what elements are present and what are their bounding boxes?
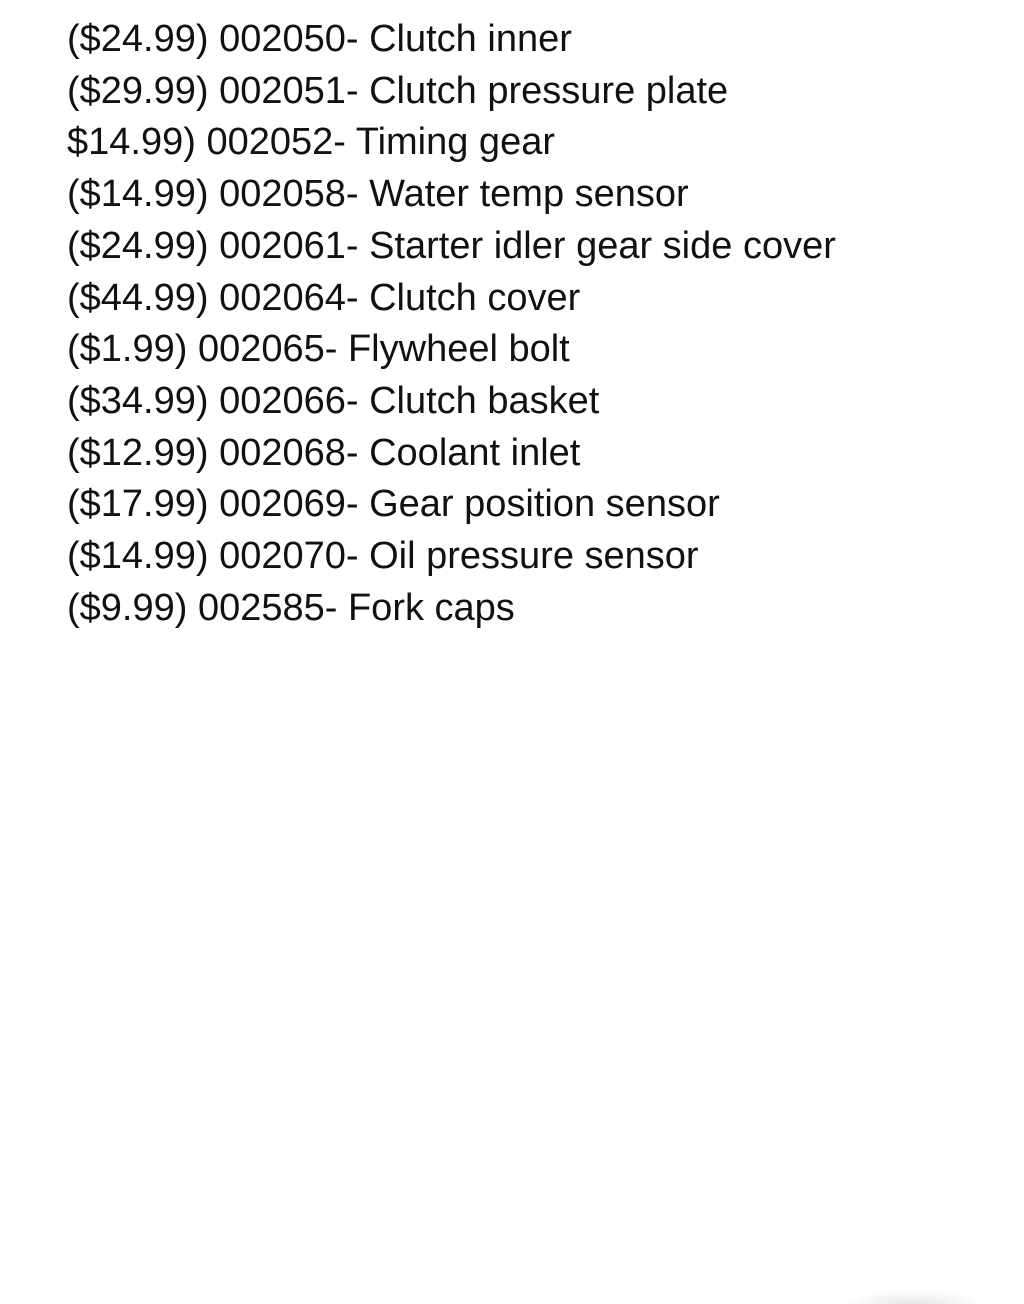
parts-price-list [67,14,836,634]
list-item: ($14.99) 002070- Oil pressure sensor [67,535,699,578]
page-edge-shadow [844,1290,984,1304]
list-item: ($14.99) 002058- Water temp sensor [67,173,689,216]
list-item: ($24.99) 002050- Clutch inner [67,18,572,60]
list-item: ($24.99) 002061- Starter idler gear side cover [67,224,836,267]
list-item: ($44.99) 002064- Clutch cover [67,276,581,319]
list-item: ($12.99) 002068- Coolant inlet [67,431,581,474]
list-item: $14.99) 002052- Timing gear [67,121,555,164]
list-item: ($34.99) 002066- Clutch basket [67,379,600,422]
list-item: ($9.99) 002585- Fork caps [67,586,515,629]
list-item: ($29.99) 002051- Clutch pressure plate [67,69,729,112]
list-item: ($17.99) 002069- Gear position sensor [67,483,720,526]
list-item: ($1.99) 002065- Flywheel bolt [67,328,570,371]
